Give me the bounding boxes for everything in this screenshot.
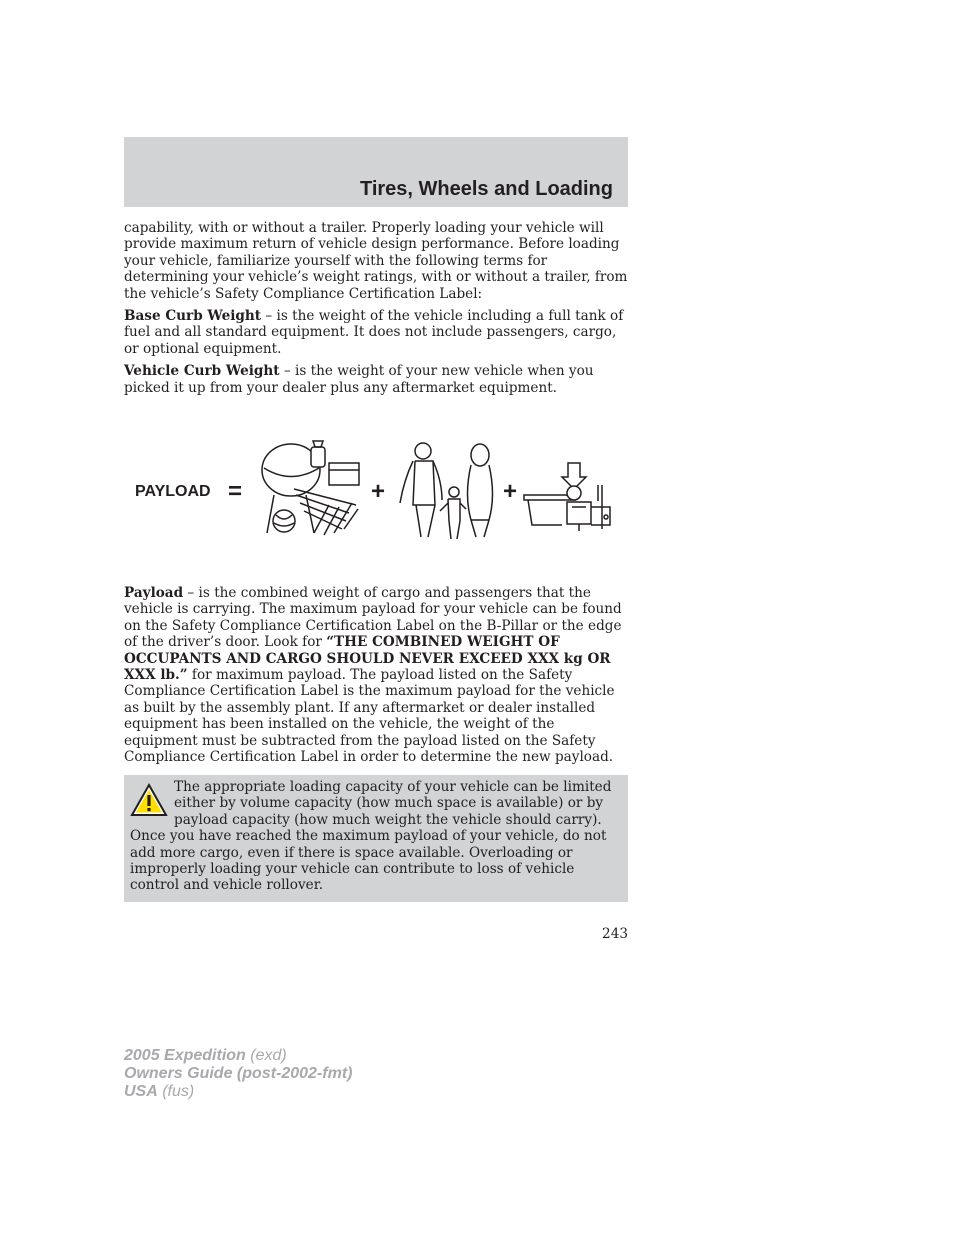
page-number: 243 [602, 926, 628, 942]
footer-market-code: (fus) [157, 1083, 195, 1100]
plus-sign-2: + [503, 478, 518, 505]
definition-term: Vehicle Curb Weight [124, 363, 280, 380]
footer-guide: Owners Guide (post-2002-fmt) [124, 1065, 353, 1082]
payload-paragraph [124, 585, 629, 765]
payload-term: Payload [124, 585, 184, 601]
payload-illustration-svg [124, 425, 628, 550]
passengers-icon [400, 443, 493, 539]
payload-text-2: for maximum payload. The payload listed on the Safety Compliance Certification Label is the maximum payload for the vehicle as built by the assembly plant. If any aftermarket or dealer installed equipment has been installed on the vehicle, the weight of the equipment must be subtracted from the payload listed on the Safety Compliance Certification Label in order to determine the new payload. [124, 667, 615, 766]
footer-model-code: (exd) [245, 1047, 287, 1064]
document-footer [124, 1047, 352, 1101]
warning-triangle-icon [130, 783, 168, 817]
section-title: Tires, Wheels and Loading [359, 178, 613, 200]
payload-text-1: – is the combined weight of cargo and passengers that the vehicle is carrying. The maximum payload for your vehicle can be found on the Safety Compliance Certification Label on the B-Pillar or the edge of the driver’s door. Look for [124, 585, 622, 651]
footer-market: USA [124, 1083, 158, 1100]
definition-text: – is the weight of the vehicle including a full tank of fuel and all standard equipment. It does not include passengers, cargo, or optional equipment. [124, 308, 624, 357]
intro-content [124, 220, 629, 402]
payload-quote: “THE COMBINED WEIGHT OF OCCUPANTS AND CARGO SHOULD NEVER EXCEED XXX kg OR XXX lb.” [124, 634, 611, 684]
definition-vehicle-curb-weight [124, 363, 629, 396]
payload-label: PAYLOAD [135, 483, 211, 500]
footer-model: 2005 Expedition [124, 1047, 246, 1064]
plus-sign-1: + [371, 478, 386, 505]
footer-line-3 [124, 1083, 352, 1101]
footer-line-1 [124, 1047, 352, 1065]
header-band [124, 137, 628, 207]
definition-base-curb-weight [124, 308, 629, 357]
intro-paragraph: capability, with or without a trailer. Properly loading your vehicle will provide maximum return of vehicle design performance. Before loading your vehicle, familiarize yourself with the following terms for determining your vehicle’s weight ratings, with or without a trailer, from the vehicle’s Safety Compliance Certification Label: [124, 220, 628, 302]
warning-text: The appropriate loading capacity of your vehicle can be limited either by volume capacity (how much space is available) or by payload capacity (how much weight the vehicle should carry). Once you have reached the maximum payload of your vehicle, do not add more cargo, even if there is space available. Overloading or improperly loading your vehicle can contribute to loss of vehicle control and vehicle rollover. [130, 779, 612, 894]
definition-term: Base Curb Weight [124, 308, 262, 325]
payload-illustration [124, 425, 628, 550]
warning-box [124, 775, 628, 902]
trailer-hitch-icon [524, 463, 610, 531]
footer-line-2 [124, 1065, 352, 1083]
cargo-icon [262, 441, 359, 535]
equals-sign: = [228, 478, 243, 505]
definition-text: – is the weight of your new vehicle when you picked it up from your dealer plus any aftermarket equipment. [124, 363, 594, 396]
